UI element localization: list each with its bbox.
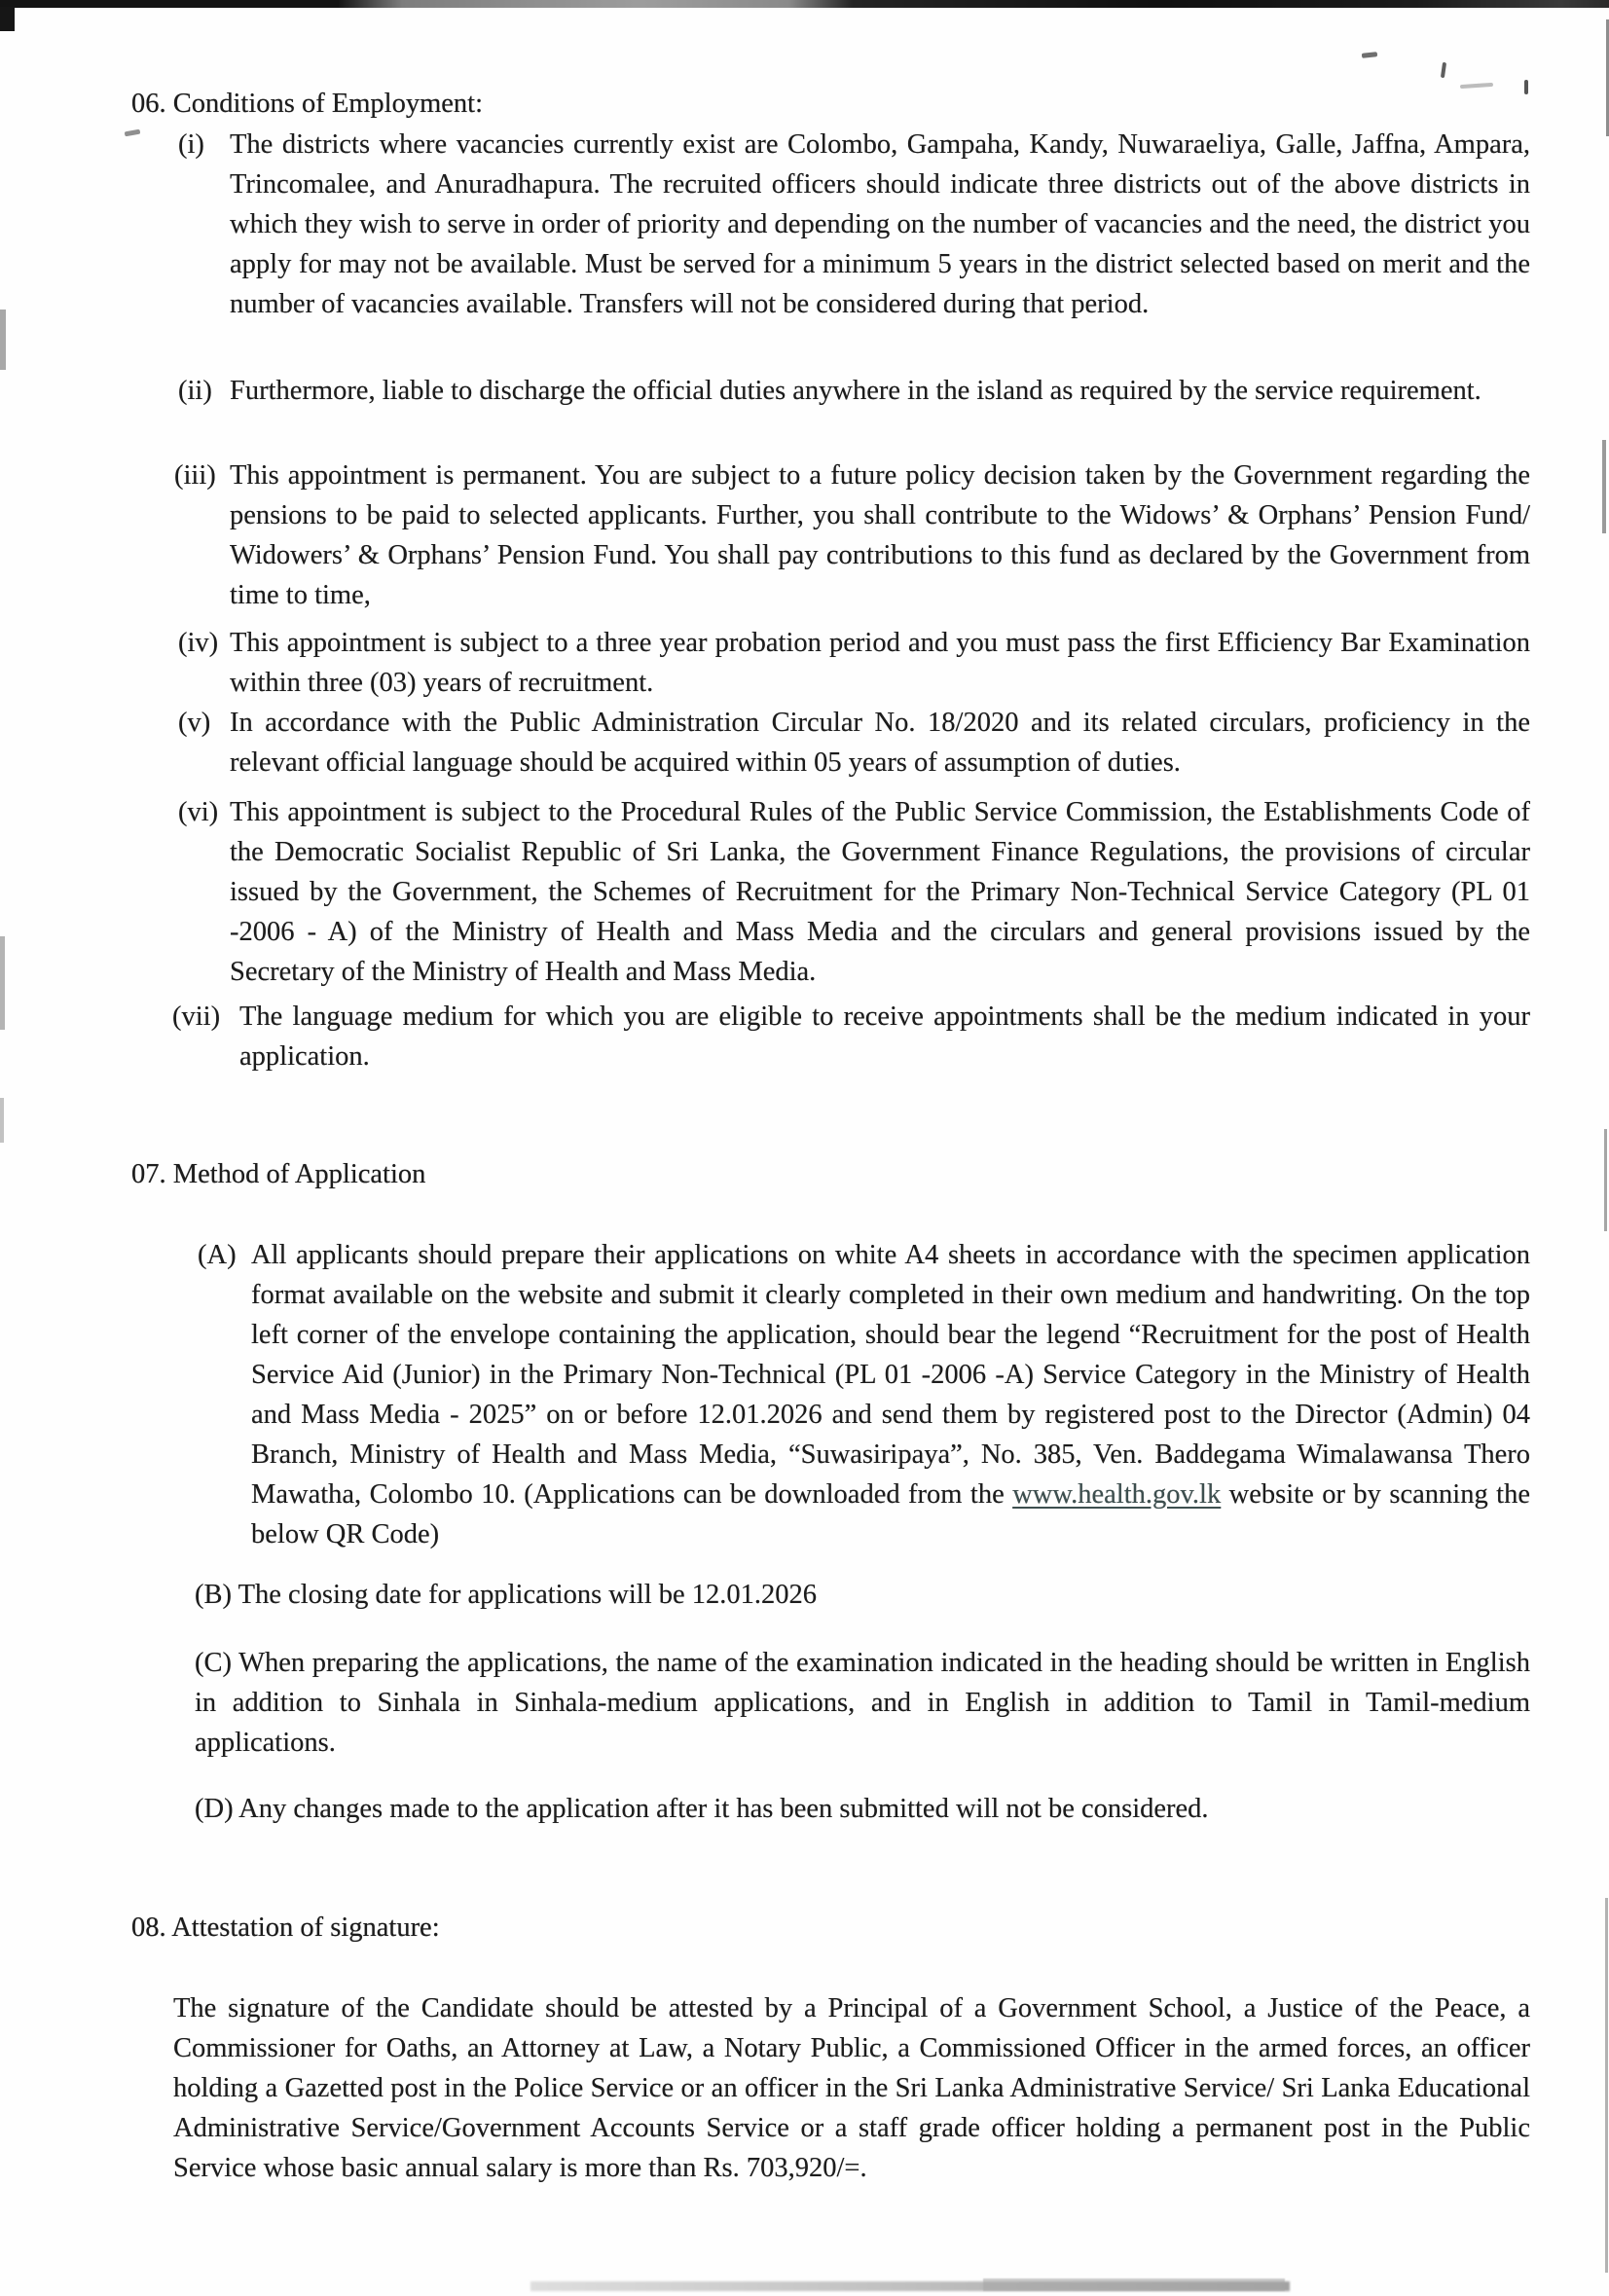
- item-text: This appointment is subject to the Procedural Rules of the Public Service Commission, the Establishments Code of the Democratic Socialist Republic of Sri Lanka, the Government Finance Regulations, the provisions of circular issued by the Government, the Schemes of Recruitment for the Primary Non-Technical Service Category (PL 01 -2006 - A) of the Ministry of Health and Mass Media and the circulars and general provisions issued by the Secretary of the Ministry of Health and Mass Media.: [230, 797, 1530, 987]
- condition-item-iv: [178, 623, 1530, 703]
- block-text-before-link: All applicants should prepare their applications on white A4 sheets in accordance with the specimen application format available on the website and submit it clearly completed in their own medium and handwriting. On the top left corner of the envelope containing the application, should bear the legend “Recruitment for the post of Health Service Aid (Junior) in the Primary Non-Technical (PL 01 -2006 -A) Service Category in the Ministry of Health and Mass Media - 2025” on or before 12.01.2026 and send them by registered post to the Director (Admin) 04 Branch, Ministry of Health and Mass Media, “Suwasiripaya”, No. 385, Ven. Baddegama Wimalawansa Thero Mawatha, Colombo 10. (Applications can be downloaded from the: [251, 1240, 1530, 1510]
- item-text: In accordance with the Public Administration Circular No. 18/2020 and its related circulars, proficiency in the relevant official language should be acquired within 05 years of assumption of duties.: [230, 708, 1530, 778]
- section-08-title: Attestation of signature:: [171, 1913, 440, 1943]
- scan-artifact-left-edge-mark: [0, 1098, 4, 1143]
- item-text: The language medium for which you are eligible to receive appointments shall be the medium indicated in your application.: [239, 1002, 1530, 1072]
- item-label: (v): [178, 708, 211, 738]
- section-06-number: 06.: [131, 89, 166, 119]
- item-text: This appointment is permanent. You are subject to a future policy decision taken by the Government regarding the pensions to be paid to selected applicants. Further, you shall contribute to the Widows’ & Orphans’ Pension Fund/ Widowers’ & Orphans’ Pension Fund. You shall pay contributions to this fund as declared by the Government from time to time,: [230, 460, 1530, 610]
- scan-artifact-speck: [1524, 80, 1528, 94]
- item-text: Furthermore, liable to discharge the official duties anywhere in the island as required by the service requirement.: [230, 376, 1481, 406]
- attestation-paragraph: The signature of the Candidate should be attested by a Principal of a Government School, a Justice of the Peace, a Commissioner for Oaths, an Attorney at Law, a Notary Public, a Commissioned Officer in the armed forces, an officer holding a Gazetted post in the Police Service or an officer in the Sri Lanka Administrative Service/ Sri Lanka Educational Administrative Service/Government Accounts Service or a staff grade officer holding a permanent post in the Public Service whose basic annual salary is more than Rs. 703,920/=.: [173, 1993, 1530, 2183]
- item-label: (iv): [178, 628, 219, 658]
- condition-item-vii: [172, 997, 1530, 1076]
- scan-artifact-right-edge-mark: [1605, 1898, 1608, 2273]
- condition-item-i: [178, 125, 1530, 324]
- block-text: The closing date for applications will be 12.01.2026: [238, 1580, 818, 1610]
- item-text: The districts where vacancies currently exist are Colombo, Gampaha, Kandy, Nuwaraeliya, Galle, Jaffna, Ampara, Trincomalee, and Anuradhapura. The recruited officers should indicate three districts out of the above districts in which they wish to serve in order of priority and depending on the number of vacancies and the need, the district you apply for may not be available. Must be served for a minimum 5 years in the district selected based on merit and the number of vacancies available. Transfers will not be considered during that period.: [230, 129, 1530, 319]
- item-label: (vii): [172, 1002, 221, 1032]
- item-text: This appointment is subject to a three year probation period and you must pass the first Efficiency Bar Examination within three (03) years of recruitment.: [230, 628, 1530, 698]
- block-text: Any changes made to the application after it has been submitted will not be considered.: [238, 1794, 1209, 1824]
- block-text: When preparing the applications, the name of the examination indicated in the heading should be written in English in addition to Sinhala in Sinhala-medium applications, and in English in addition to Tamil in Tamil-medium applications.: [195, 1648, 1530, 1758]
- scan-artifact-top-strip: [0, 0, 1609, 8]
- scan-artifact-left-edge-mark: [0, 310, 6, 370]
- block-label: (D): [195, 1794, 234, 1824]
- condition-item-v: [178, 703, 1530, 783]
- scan-artifact-bottom-smudge: [530, 2281, 1290, 2291]
- application-block-c: [195, 1643, 1530, 1763]
- scan-artifact-right-edge-mark: [1604, 1129, 1607, 1231]
- scan-artifact-left-edge-mark: [0, 936, 5, 1030]
- scan-artifact-speck: [1460, 83, 1493, 89]
- block-label: (C): [195, 1648, 232, 1678]
- section-06-title: Conditions of Employment:: [172, 89, 483, 119]
- scan-artifact-bottom-smudge: [983, 2278, 1285, 2291]
- item-label: (vi): [178, 797, 219, 827]
- application-block-a: [198, 1235, 1530, 1554]
- block-label: (A): [198, 1240, 237, 1270]
- section-07-heading: [131, 1154, 425, 1194]
- scan-artifact-top-left-notch: [0, 7, 15, 31]
- item-label: (i): [178, 129, 204, 160]
- block-label: (B): [195, 1580, 232, 1610]
- section-08-heading: [131, 1908, 440, 1948]
- scan-artifact-speck: [1362, 52, 1377, 58]
- application-block-b: [195, 1575, 1530, 1615]
- block-text: [251, 1235, 1530, 1554]
- scan-artifact-dash: [125, 129, 141, 137]
- condition-item-vi: [178, 792, 1530, 992]
- block-text-after-link: website or by scanning the below QR Code): [251, 1479, 1530, 1549]
- application-block-d: [195, 1789, 1530, 1829]
- condition-item-iii: [174, 456, 1530, 615]
- item-label: (ii): [178, 376, 212, 406]
- section-08-number: 08.: [131, 1913, 166, 1943]
- item-label: (iii): [174, 460, 216, 491]
- condition-item-ii: [178, 371, 1530, 411]
- section-07-title: Method of Application: [172, 1159, 426, 1189]
- scan-artifact-right-edge-mark: [1602, 440, 1606, 533]
- section-07-number: 07.: [131, 1159, 166, 1189]
- scan-artifact-speck: [1441, 62, 1446, 78]
- section-06-heading: [131, 84, 483, 124]
- health-gov-link[interactable]: www.health.gov.lk: [1012, 1479, 1222, 1510]
